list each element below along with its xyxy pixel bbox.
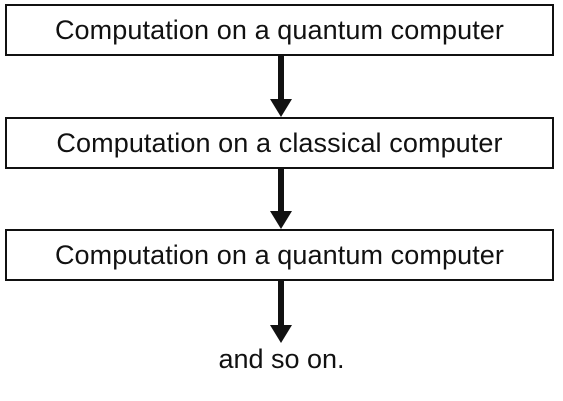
- step-box-classical: [5, 117, 554, 169]
- step-label: Computation on a quantum computer: [54, 14, 505, 45]
- step-label: Computation on a quantum computer: [54, 239, 505, 270]
- arrow-head: [270, 99, 292, 117]
- step-box-quantum-2: [5, 229, 554, 281]
- arrow-head: [270, 211, 292, 229]
- down-arrow-icon: [270, 169, 292, 229]
- down-arrow-icon: [270, 56, 292, 117]
- arrow-head: [270, 325, 292, 343]
- arrow-shaft: [278, 281, 284, 325]
- down-arrow-icon: [270, 281, 292, 343]
- continuation-text: and so on.: [218, 344, 345, 374]
- arrow-shaft: [278, 169, 284, 211]
- step-label: Computation on a classical computer: [56, 127, 503, 158]
- arrow-shaft: [278, 56, 284, 99]
- step-box-quantum-1: [5, 4, 554, 56]
